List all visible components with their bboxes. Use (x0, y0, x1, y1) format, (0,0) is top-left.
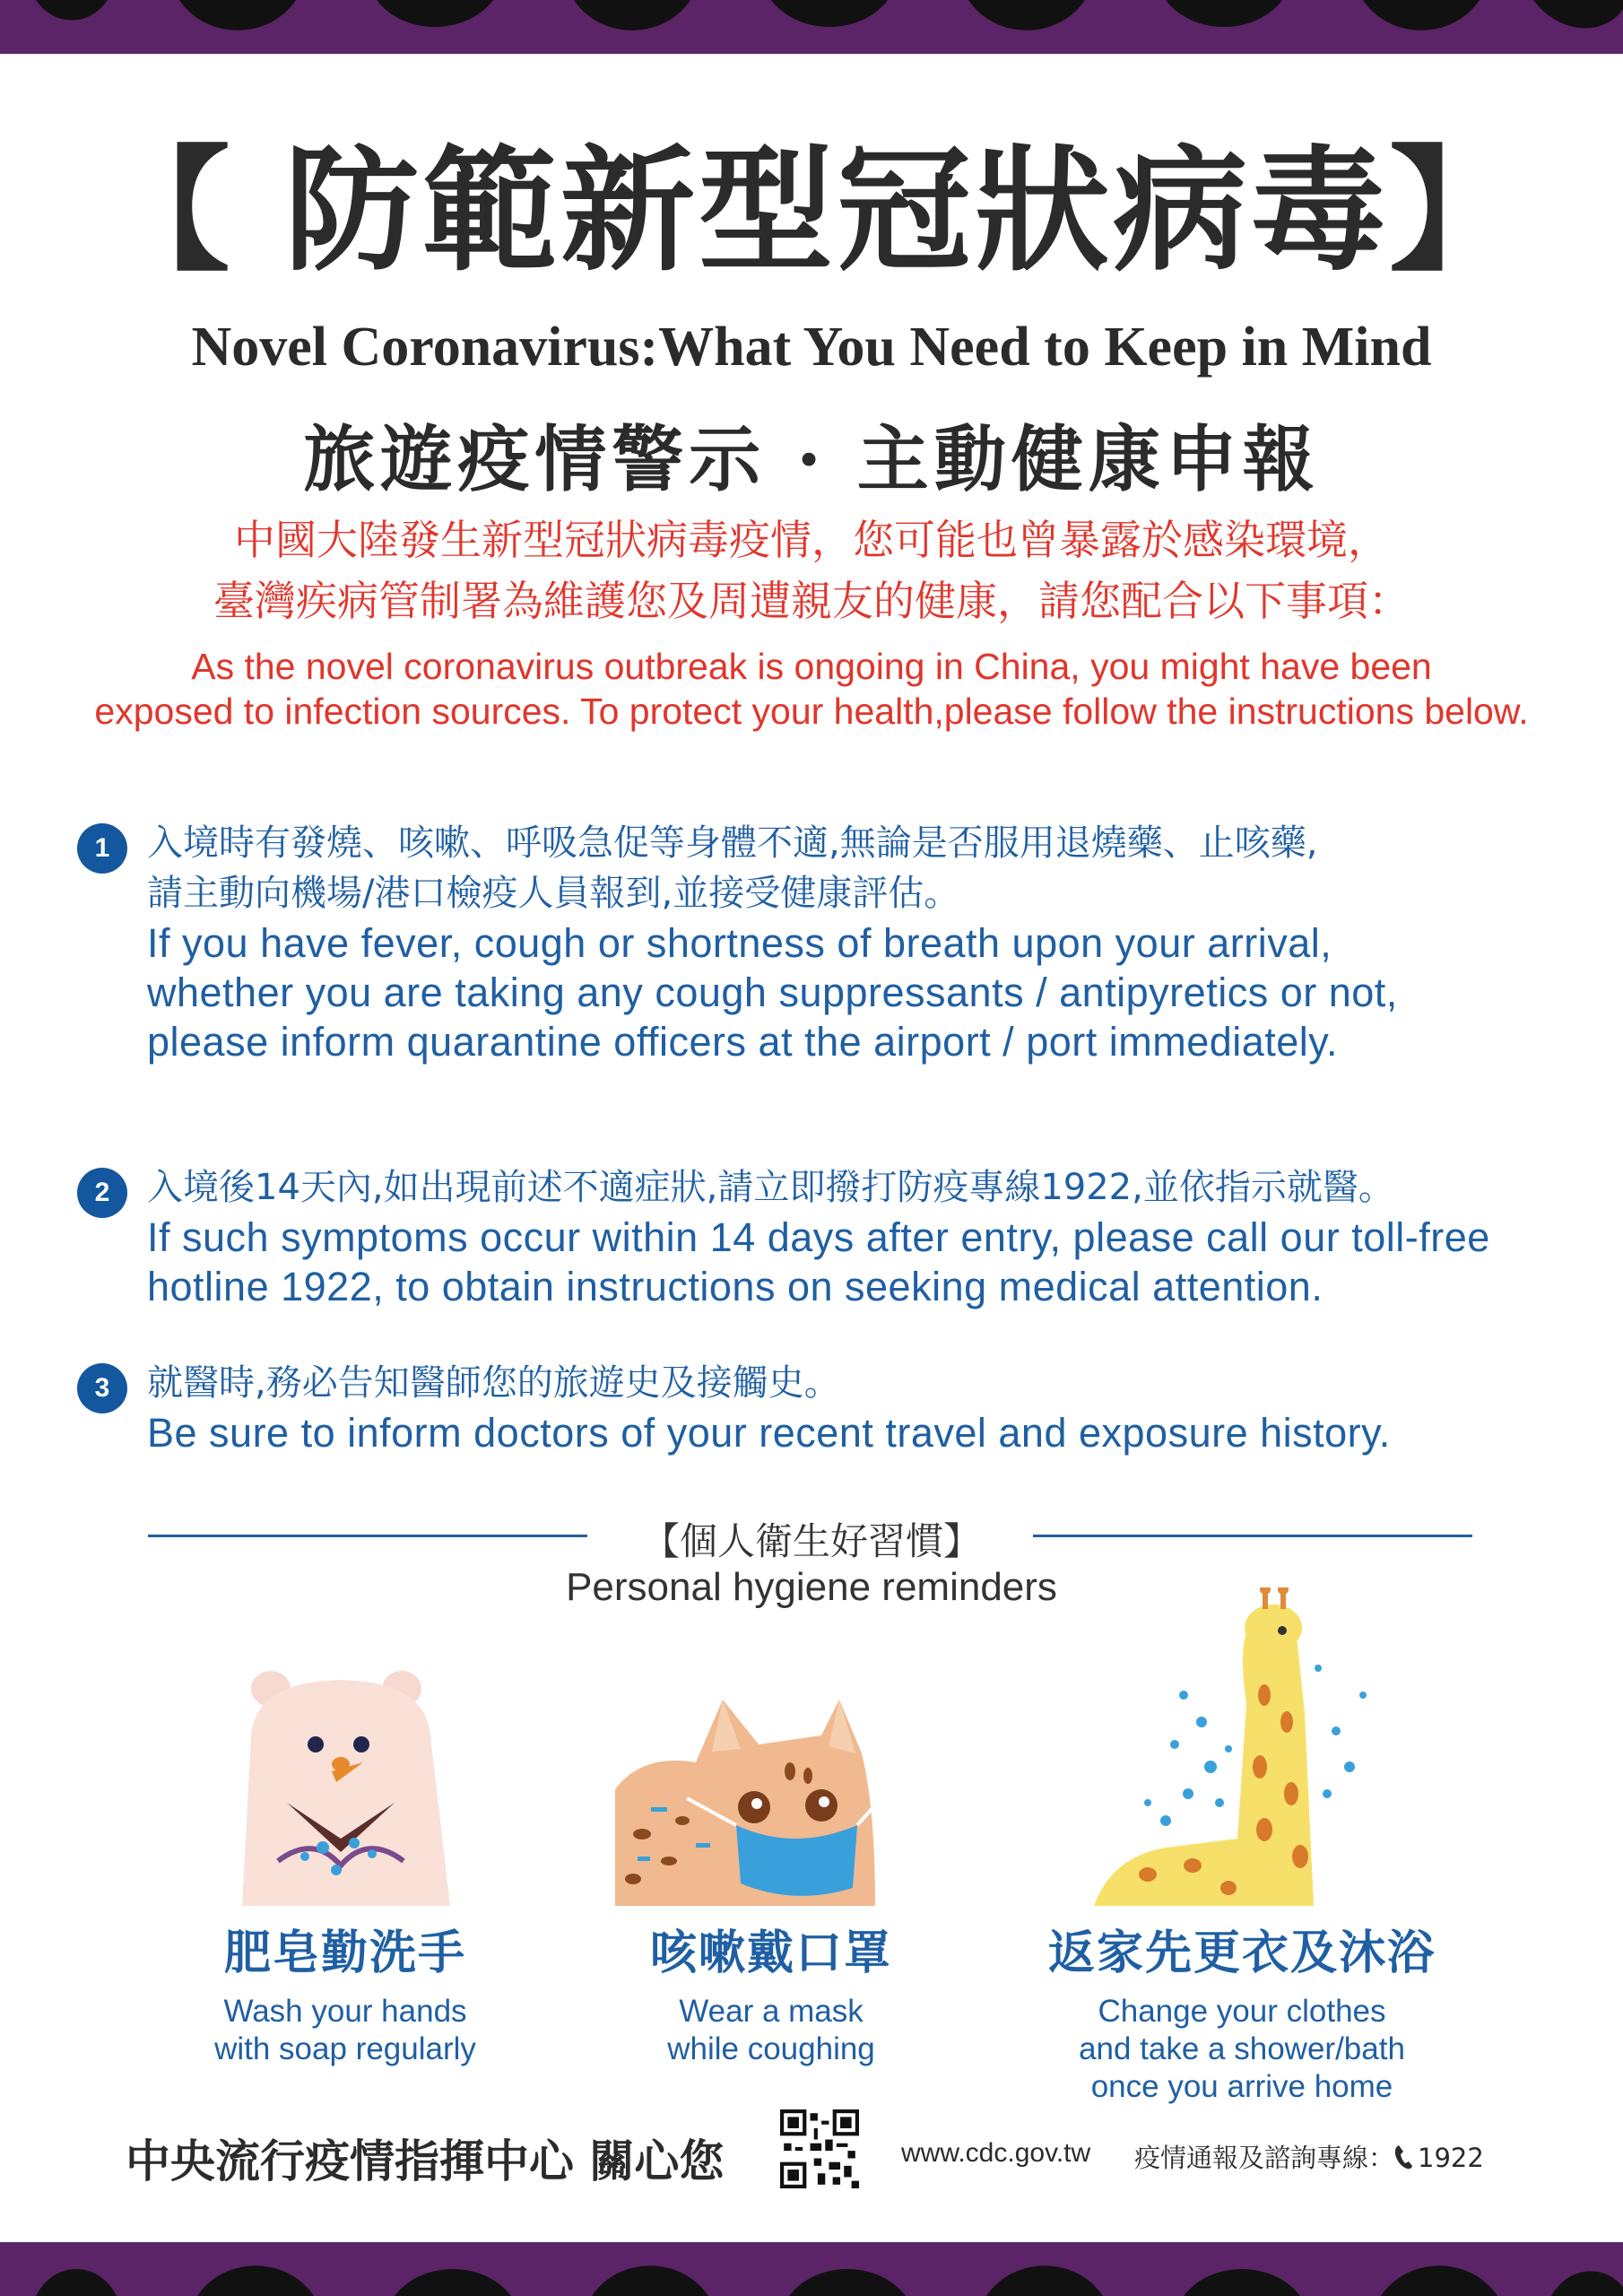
hotline-number: 1922 (1418, 2143, 1484, 2173)
tip-2-zh: 咳嗽戴口罩 (649, 1926, 892, 1980)
item-1-en-line3: please inform quarantine officers at the airport / port immediately. (147, 1019, 1338, 1065)
item-3-en-line1: Be sure to inform doctors of your recent travel and exposure history. (147, 1410, 1391, 1456)
intro-zh-line2: 臺灣疾病管制署為維護您及周遭親友的健康，請您配合以下事項： (213, 577, 1410, 625)
intro-zh-line1: 中國大陸發生新型冠狀病毒疫情，您可能也曾暴露於感染環境， (234, 516, 1389, 564)
item-2-en-line2: hotline 1922, to obtain instructions on seeking medical attention. (147, 1264, 1324, 1309)
page-title-english: Novel Coronavirus:What You Need to Keep in Mind (191, 317, 1432, 378)
bottom-decorative-band (0, 2242, 1623, 2296)
instruction-item-3 (77, 1358, 1557, 1457)
top-decorative-band (0, 0, 1623, 54)
tip-wash-hands (166, 1915, 525, 2068)
tip-3-zh: 返家先更衣及沐浴 (1047, 1926, 1436, 1980)
hotline-label: 疫情通報及諮詢專線： (1134, 2143, 1395, 2173)
tip-2-en-line2: while coughing (667, 2031, 875, 2066)
cat-wearing-mask-illustration (615, 1700, 884, 1906)
page-subtitle: 旅遊疫情警示 · 主動健康申報 (303, 417, 1320, 501)
hygiene-title-en: Personal hygiene reminders (566, 1565, 1057, 1609)
item-1-en-line1: If you have fever, cough or shortness of breath upon your arrival, (147, 920, 1332, 966)
tip-3-en-line3: once you arrive home (1090, 2069, 1393, 2104)
intro-chinese (0, 509, 1623, 631)
website-link[interactable]: www.cdc.gov.tw (901, 2138, 1091, 2168)
item-1-zh-line1: 入境時有發燒、咳嗽、呼吸急促等身體不適,無論是否服用退燒藥、止咳藥, (147, 822, 1318, 864)
tip-2-en-line1: Wear a mask (679, 1994, 864, 2029)
number-badge-2: 2 (77, 1168, 127, 1218)
hygiene-title-zh: 【個人衛生好習慣】 (641, 1519, 981, 1563)
item-2-zh-line1: 入境後14天內,如出現前述不適症狀,請立即撥打防疫專線1922,並依指示就醫。 (147, 1167, 1394, 1208)
tip-wear-mask (592, 1915, 950, 2068)
intro-en-line1: As the novel coronavirus outbreak is ongoing in China, you might have been (191, 646, 1432, 687)
tip-3-en-line2: and take a shower/bath (1079, 2031, 1405, 2066)
instruction-item-1 (77, 818, 1557, 1066)
tip-3-en-line1: Change your clothes (1098, 1994, 1386, 2029)
tip-2-en (592, 1993, 950, 2068)
item-1-zh-line2: 請主動向機場/港口檢疫人員報到,並接受健康評估。 (147, 873, 960, 914)
tip-1-en-line2: with soap regularly (214, 2031, 476, 2066)
bear-washing-hands-illustration (215, 1664, 475, 1906)
tip-1-en-line1: Wash your hands (223, 1994, 467, 2029)
tip-change-clothes (1004, 1915, 1480, 2106)
footer-organization: 中央流行疫情指揮中心 關心您 (126, 2135, 725, 2187)
item-2-en-line1: If such symptoms occur within 14 days after entry, please call our toll-free (147, 1214, 1490, 1260)
tip-1-zh: 肥皂勤洗手 (223, 1926, 466, 1980)
tip-1-en (166, 1993, 525, 2068)
giraffe-showering-illustration (1094, 1587, 1390, 1906)
phone-icon (1394, 2144, 1414, 2170)
instruction-item-2 (77, 1162, 1557, 1311)
hotline-info (1134, 2138, 1484, 2175)
page-title: 【 防範新型冠狀病毒】 (95, 132, 1528, 290)
intro-en-line2: exposed to infection sources. To protect your health,please follow the instructions below. (94, 691, 1529, 732)
intro-english (0, 644, 1623, 734)
damask-pattern (0, 0, 1623, 54)
item-3-zh-line1: 就醫時,務必告知醫師您的旅遊史及接觸史。 (147, 1362, 840, 1404)
damask-pattern (0, 2242, 1623, 2296)
item-1-en-line2: whether you are taking any cough suppressants / antipyretics or not, (147, 970, 1398, 1015)
qr-code-icon[interactable] (780, 2109, 859, 2188)
number-badge-1: 1 (77, 823, 127, 874)
tip-3-en (1004, 1993, 1480, 2106)
number-badge-3: 3 (77, 1363, 127, 1413)
